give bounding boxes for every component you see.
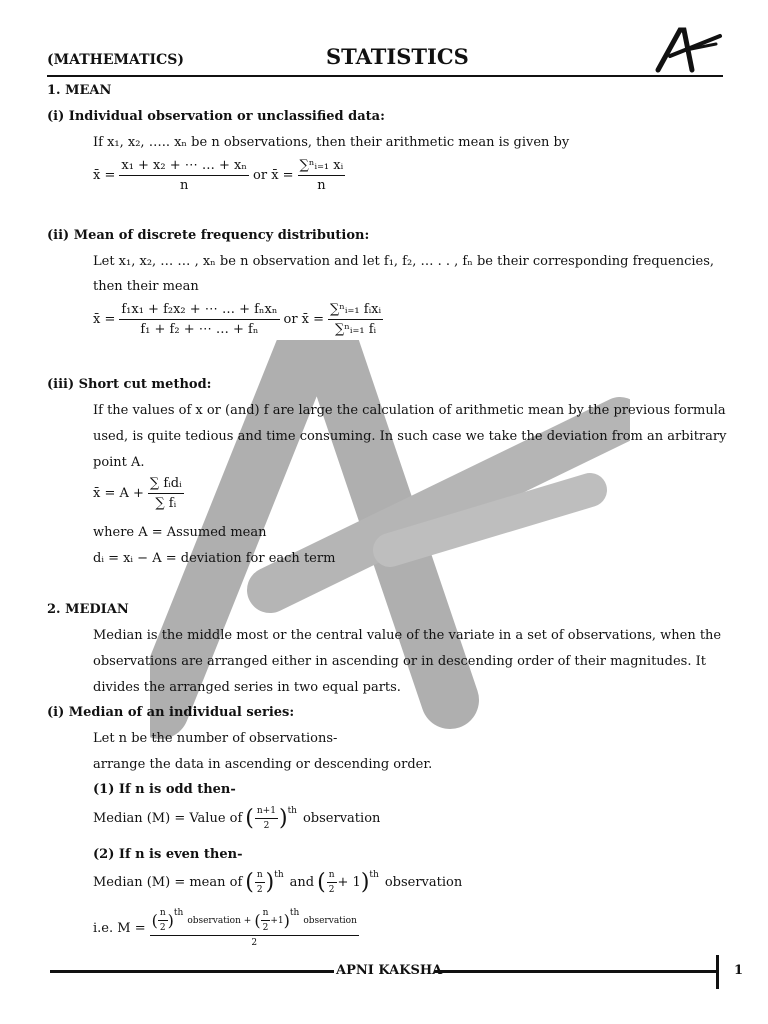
numerator: ∑ⁿᵢ₌₁ fᵢxᵢ <box>328 302 383 320</box>
discrete-text-2: then their mean <box>93 279 199 294</box>
page-number: 1 <box>734 963 744 978</box>
formula-mean-individual <box>93 158 349 193</box>
fraction <box>119 158 249 193</box>
denominator: n <box>317 178 326 193</box>
formula-mean-discrete <box>93 302 387 337</box>
discrete-heading: (ii) Mean of discrete frequency distribution: <box>47 228 370 243</box>
denominator: 2 <box>251 938 258 948</box>
denominator: 2 <box>262 923 269 933</box>
discrete-text-1: Let x₁, x₂, … … , xₙ be n observation and let f₁, f₂, … . . , fₙ be their corresponding frequencies, <box>93 254 715 269</box>
formula-shortcut <box>93 476 188 511</box>
fraction <box>150 908 359 948</box>
superscript-th: th <box>289 908 300 918</box>
denominator: 2 <box>328 885 335 895</box>
even-heading: (2) If n is even then- <box>93 847 243 862</box>
numerator: n <box>261 908 271 921</box>
footer-rule-right <box>434 970 718 973</box>
paren-close: ) <box>360 870 370 895</box>
formula-median-even <box>93 870 462 895</box>
numerator: n <box>255 870 265 883</box>
fraction <box>328 302 383 337</box>
plus-one: + 1 <box>337 875 361 890</box>
paren-open: ( <box>254 911 261 930</box>
formula-lhs: i.e. M = <box>93 920 146 936</box>
formula-or: or x̄ = <box>283 312 325 327</box>
footer-rule-left <box>50 970 334 973</box>
plus-one: +1 <box>270 915 284 926</box>
apni-kaksha-logo-icon <box>652 26 724 74</box>
denominator: 2 <box>159 923 166 933</box>
fraction <box>327 870 337 895</box>
formula-rhs: observation <box>384 875 463 890</box>
individual-text: If x₁, x₂, ….. xₙ be n observations, then their arithmetic mean is given by <box>93 135 570 150</box>
paren-close: ) <box>278 806 288 831</box>
formula-lhs: Median (M) = Value of <box>93 811 243 826</box>
median-text-3: divides the arranged series in two equal parts. <box>93 680 401 695</box>
formula-and: and <box>289 875 315 890</box>
formula-median-odd <box>93 806 380 831</box>
median-heading: 2. MEDIAN <box>47 602 129 617</box>
superscript-th: th <box>173 908 184 918</box>
paren-close: ) <box>167 911 174 930</box>
numerator: n <box>327 870 337 883</box>
numerator: n <box>158 908 168 921</box>
fraction <box>119 302 279 337</box>
superscript-th: th <box>287 806 297 816</box>
formula-rhs: observation <box>302 811 381 826</box>
footer-divider <box>716 955 719 989</box>
superscript-th: th <box>274 870 284 880</box>
fraction <box>255 870 265 895</box>
header-rule <box>47 75 723 77</box>
shortcut-heading: (iii) Short cut method: <box>47 377 212 392</box>
denominator: 2 <box>263 821 270 831</box>
numerator: f₁x₁ + f₂x₂ + ⋯ … + fₙxₙ <box>119 302 279 320</box>
fraction <box>148 476 184 511</box>
individual-heading: (i) Individual observation or unclassified data: <box>47 109 385 124</box>
paren-close: ) <box>265 870 275 895</box>
subject-label: (MATHEMATICS) <box>47 52 184 68</box>
fraction <box>298 158 346 193</box>
numerator: ∑ⁿᵢ₌₁ xᵢ <box>298 158 346 176</box>
fraction <box>261 908 271 933</box>
denominator: ∑ⁿᵢ₌₁ fᵢ <box>335 322 377 337</box>
observation-text: observation + <box>187 915 252 926</box>
fraction <box>255 806 278 831</box>
paren-open: ( <box>245 806 254 831</box>
fraction <box>158 908 168 933</box>
numerator <box>150 908 359 936</box>
shortcut-text-1: If the values of x or (and) f are large the calculation of arithmetic mean by the previous formula <box>93 403 726 418</box>
paren-open: ( <box>317 870 326 895</box>
shortcut-text-2: used, is quite tedious and time consuming. In such case we take the deviation from an arbitrary <box>93 429 727 444</box>
paren-open: ( <box>245 870 254 895</box>
paren-open: ( <box>151 911 158 930</box>
formula-lhs: x̄ = A + <box>93 486 144 501</box>
mean-heading: 1. MEAN <box>47 83 112 98</box>
formula-lhs: x̄ = <box>93 312 116 327</box>
denominator: n <box>180 178 189 193</box>
median-text-1: Median is the middle most or the central value of the variate in a set of observations, when the <box>93 628 722 643</box>
numerator: x₁ + x₂ + ⋯ … + xₙ <box>119 158 249 176</box>
footer-brand: APNI KAKSHA <box>336 963 443 978</box>
denominator: ∑ fᵢ <box>155 496 177 511</box>
where-deviation: dᵢ = xᵢ − A = deviation for each term <box>93 551 336 566</box>
denominator: 2 <box>256 885 263 895</box>
median-ind-text-2: arrange the data in ascending or descending order. <box>93 757 433 772</box>
paren-close: ) <box>283 911 290 930</box>
formula-lhs: Median (M) = mean of <box>93 875 243 890</box>
odd-heading: (1) If n is odd then- <box>93 782 236 797</box>
formula-lhs: x̄ = <box>93 168 116 183</box>
superscript-th: th <box>369 870 379 880</box>
shortcut-text-3: point A. <box>93 455 145 470</box>
numerator: n+1 <box>255 806 278 819</box>
denominator: f₁ + f₂ + ⋯ … + fₙ <box>140 322 259 337</box>
numerator: ∑ fᵢdᵢ <box>148 476 184 494</box>
page-title: STATISTICS <box>326 44 469 69</box>
median-ind-text-1: Let n be the number of observations- <box>93 731 338 746</box>
observation-text: observation <box>303 915 357 926</box>
formula-or: or x̄ = <box>253 168 294 183</box>
where-assumed-mean: where A = Assumed mean <box>93 525 267 540</box>
median-text-2: observations are arranged either in ascending or in descending order of their magnitudes. It <box>93 654 706 669</box>
median-individual-heading: (i) Median of an individual series: <box>47 705 295 720</box>
formula-median-ie <box>93 908 363 948</box>
